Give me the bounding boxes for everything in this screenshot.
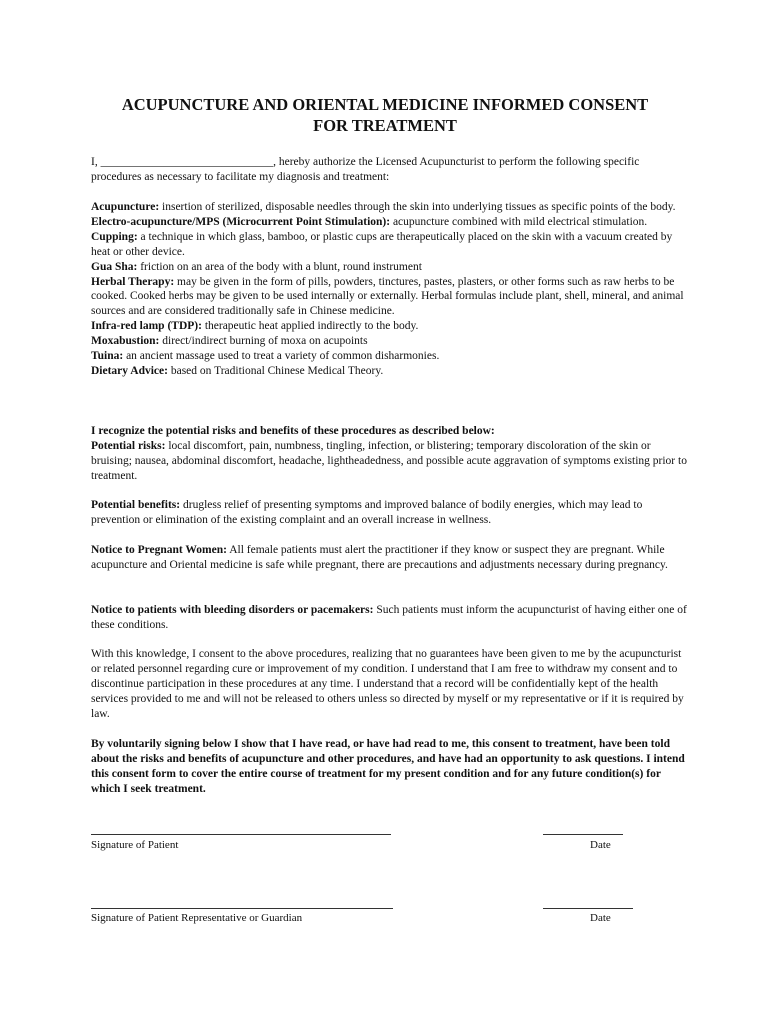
patient-signature-label: Signature of Patient — [91, 839, 179, 851]
procedure-desc: direct/indirect burning of moxa on acupoints — [159, 335, 368, 348]
procedure-desc: a technique in which glass, bamboo, or plastic cups are therapeutically placed on the skin with a vacuum created by heat or other device. — [91, 230, 673, 258]
representative-date-label: Date — [590, 912, 611, 924]
procedure-term: Electro-acupuncture/MPS (Microcurrent Point Stimulation): — [91, 215, 391, 228]
bleeding-term: Notice to patients with bleeding disorders or pacemakers: — [91, 604, 374, 616]
knowledge-paragraph — [91, 647, 691, 722]
signing-text: By voluntarily signing below I show that I have read, or have had read to me, this consent to treatment, have been told about the risks and benefits of acupuncture and other procedures, and have had an opportunity to ask questions. I intend this consent form to cover the entire course of treatment for my present condition and for any future condition(s) for which I seek treatment. — [91, 738, 685, 795]
procedure-item — [91, 200, 691, 215]
benefits-term: Potential benefits: — [91, 499, 181, 511]
procedure-item — [91, 334, 691, 349]
procedure-term: Herbal Therapy: — [91, 275, 175, 288]
procedure-desc: may be given in the form of pills, powders, tinctures, pastes, plasters, or other forms such as raw herbs to be cooked. Cooked herbs may be given to be used internally or externally. Herbal formulas include plant, shell, mineral, and animal sources and are considered traditionally safe in Chinese medicine. — [91, 275, 684, 318]
bleeding-desc: Such patients must inform the acupuncturist of having either one of these conditions. — [91, 604, 687, 631]
representative-signature-label: Signature of Patient Representative or Guardian — [91, 912, 303, 924]
procedure-term: Infra-red lamp (TDP): — [91, 320, 202, 333]
title-line-2: FOR TREATMENT — [313, 116, 457, 135]
document-title — [60, 94, 710, 136]
risks-desc: local discomfort, pain, numbness, tingling, infection, or blistering; temporary discoloration of the skin or bruising; nausea, abdominal discomfort, headache, lightheadedness, and possible acute aggravation of symptoms existing prior to treatment. — [91, 439, 687, 482]
intro-text: , hereby authorize the Licensed Acupuncturist to perform the following specific procedures as necessary to facilitate my diagnosis and treatment: — [91, 156, 640, 183]
procedure-item — [91, 230, 691, 260]
procedure-desc: therapeutic heat applied indirectly to the body. — [201, 320, 419, 333]
procedure-item — [91, 349, 691, 364]
procedure-desc: based on Traditional Chinese Medical Theory. — [167, 364, 384, 377]
patient-signature-line[interactable] — [91, 834, 391, 835]
pregnant-desc: All female patients must alert the practitioner if they know or suspect they are pregnant. While acupuncture and Oriental medicine is safe while pregnant, there are precautions and adjustments necessary during pregnancy. — [91, 544, 668, 571]
title-line-1: ACUPUNCTURE AND ORIENTAL MEDICINE INFORMED CONSENT — [121, 95, 649, 114]
procedure-term: Dietary Advice: — [91, 364, 168, 377]
procedure-term: Gua Sha: — [91, 260, 138, 273]
risks-heading: I recognize the potential risks and benefits of these procedures as described below: — [91, 425, 495, 437]
representative-signature-line[interactable] — [91, 908, 393, 909]
procedure-item — [91, 275, 691, 320]
procedure-desc: insertion of sterilized, disposable needles through the skin into underlying tissues as specific points of the body. — [159, 201, 676, 213]
intro-paragraph — [91, 155, 691, 185]
patient-name-blank: ______________________________ — [100, 156, 274, 168]
procedure-item — [91, 364, 691, 379]
procedure-term: Acupuncture: — [91, 201, 160, 213]
procedure-desc: friction on an area of the body with a blunt, round instrument — [137, 260, 422, 273]
benefits-section — [91, 498, 691, 528]
pregnant-notice — [91, 543, 691, 573]
procedure-desc: acupuncture combined with mild electrical stimulation. — [390, 215, 648, 228]
procedures-list — [91, 200, 691, 379]
procedure-term: Moxabustion: — [91, 335, 160, 348]
knowledge-text: With this knowledge, I consent to the above procedures, realizing that no guarantees have been given to me by the acupuncturist or related personnel regarding cure or improvement of my condition. I understand that I am free to withdraw my consent and to discontinue participation in these procedures at any time. I understand that a record will be confidentially kept of the health services provided to me and will not be released to others unless so directed by myself or my representative or if it is required by law. — [91, 648, 684, 720]
risks-term: Potential risks: — [91, 439, 166, 452]
benefits-desc: drugless relief of presenting symptoms and improved balance of bodily energies, which may lead to prevention or elimination of the existing complaint and an overall increase in wellness. — [91, 499, 643, 526]
bleeding-notice — [91, 603, 691, 633]
signing-statement — [91, 737, 691, 797]
procedure-desc: an ancient massage used to treat a variety of common disharmonies. — [123, 350, 440, 363]
procedure-item — [91, 319, 691, 334]
potential-risks — [91, 439, 691, 484]
risks-section — [91, 424, 691, 484]
procedure-term: Cupping: — [91, 230, 138, 243]
patient-date-line[interactable] — [543, 834, 623, 835]
procedure-item — [91, 215, 691, 230]
procedure-item — [91, 260, 691, 275]
representative-date-line[interactable] — [543, 908, 633, 909]
pregnant-term: Notice to Pregnant Women: — [91, 544, 227, 556]
intro-prefix: I, — [91, 156, 101, 168]
procedure-term: Tuina: — [91, 350, 124, 363]
patient-date-label: Date — [590, 839, 611, 851]
